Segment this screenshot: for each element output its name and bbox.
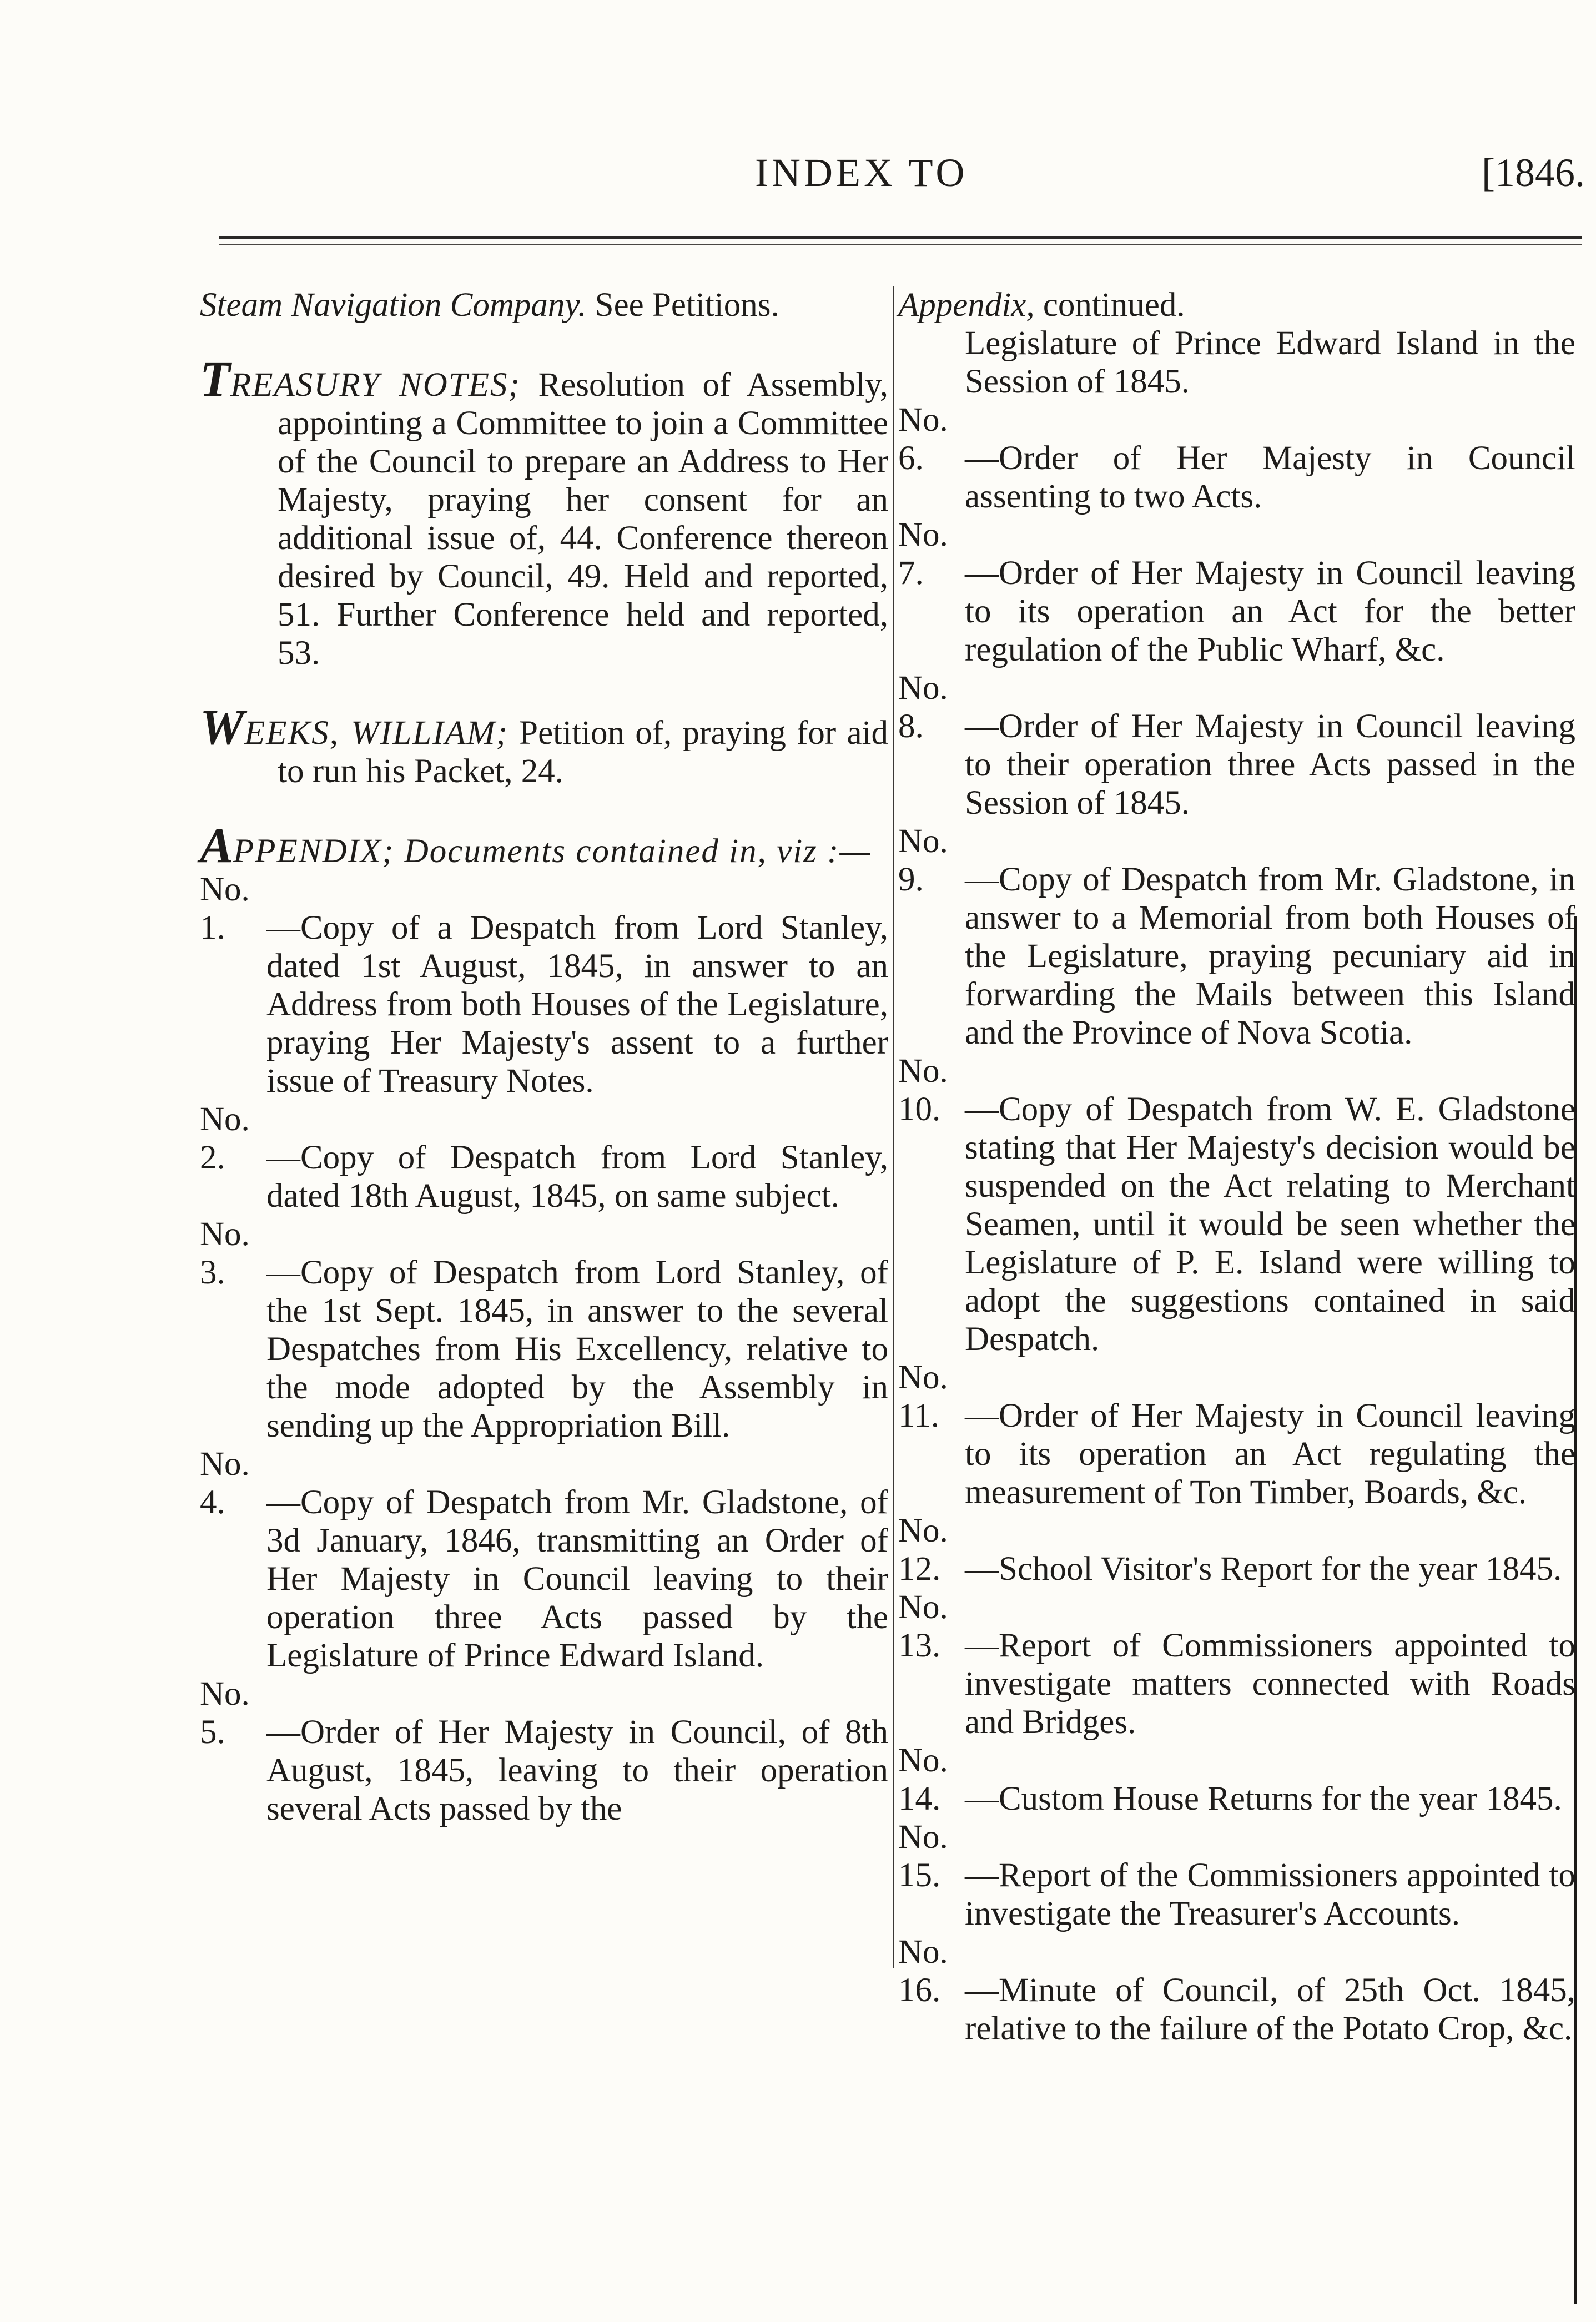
entry-text: See Petitions.	[586, 286, 779, 324]
item-number: No. 2.	[200, 1101, 250, 1176]
item-text: —Report of the Commissioners appointed to investigate the Treasurer's Accounts.	[965, 1857, 1575, 1932]
appendix-item	[898, 1588, 1575, 1741]
item-number: No. 14.	[898, 1742, 948, 1817]
appendix-item	[898, 1052, 1575, 1358]
item-text: —Minute of Council, of 25th Oct. 1845, relative to the failure of the Potato Crop, &c.	[965, 1972, 1575, 2047]
item-text: —Copy of Despatch from Lord Stanley, of the 1st Sept. 1845, in answer to the several Despatches from His Excellency, relative to the mode adopted by the Assembly in sending up the Appropriation Bill.	[266, 1254, 888, 1444]
continued-text: Legislature of Prince Edward Island in the Session of 1845.	[965, 325, 1575, 400]
drop-initial: A	[200, 818, 234, 873]
index-entry-treasury-notes	[200, 352, 888, 672]
appendix-item	[898, 1512, 1575, 1588]
item-text: —Order of Her Majesty in Council assenting to two Acts.	[965, 440, 1575, 515]
drop-initial: W	[200, 700, 245, 755]
running-title: INDEX TO	[755, 150, 968, 195]
index-entry-appendix	[200, 818, 888, 873]
appendix-item	[200, 1100, 888, 1215]
item-number: No. 4.	[200, 1445, 250, 1521]
header-rule-thin	[219, 244, 1582, 245]
item-number: No. 13.	[898, 1589, 948, 1664]
item-number: No. 1.	[200, 871, 250, 946]
continued-word: continued.	[1034, 286, 1185, 324]
item-number: No. 10.	[898, 1052, 948, 1128]
item-text: —Copy of Despatch from W. E. Gladstone stating that Her Majesty's decision would be suspended on the Act relating to Merchant Seamen, until it would be seen whether the Legislature of P. E. Island were willing to adopt the suggestions contained in said Despatch.	[965, 1091, 1575, 1358]
item-text: —Copy of a Despatch from Lord Stanley, dated 1st August, 1845, in answer to an Address from both Houses of the Legislature, praying Her Majesty's assent to a further issue of Treasury Notes.	[266, 909, 888, 1100]
appendix-item	[200, 1215, 888, 1445]
item-text: —Order of Her Majesty in Council leaving to its operation an Act regulating the measurement of Ton Timber, Boards, &c.	[965, 1397, 1575, 1511]
index-entry-weeks-william	[200, 700, 888, 790]
item-text: —Copy of Despatch from Lord Stanley, dated 18th August, 1845, on same subject.	[266, 1139, 888, 1215]
page-header	[0, 150, 1596, 211]
drop-initial: T	[200, 352, 230, 407]
entry-heading: EEKS, WILLIAM;	[244, 714, 508, 752]
item-text: —Order of Her Majesty in Council leaving to their operation three Acts passed in the Session of 1845.	[965, 708, 1575, 822]
item-number: No. 11.	[898, 1359, 948, 1434]
appendix-item	[898, 1933, 1575, 2048]
item-text: —Copy of Despatch from Mr. Gladstone, of 3d January, 1846, transmitting an Order of Her Majesty in Council leaving to their operation three Acts passed by the Legislature of Prince Edward Island.	[266, 1484, 888, 1674]
appendix-item	[200, 870, 888, 1100]
item-number: No. 6.	[898, 401, 948, 477]
item-text: —Report of Commissioners appointed to investigate matters connected with Roads and Bridges.	[965, 1627, 1575, 1741]
item-number: No. 7.	[898, 516, 948, 592]
appendix-item	[200, 1445, 888, 1675]
entry-text: Resolution of Assembly, appointing a Committee to join a Committee of the Council to prepare an Address to Her Majesty, praying her consent for an additional issue of, 44. Conference thereon desired by Council, 49. Held and reported, 51. Further Conference held and reported, 53.	[278, 366, 888, 672]
page-year: [1846.	[1482, 150, 1585, 195]
column-divider	[893, 286, 894, 1968]
item-text: —Order of Her Majesty in Council, of 8th August, 1845, leaving to their operation several Acts passed by the	[266, 1714, 888, 1827]
item-number: No. 12.	[898, 1512, 948, 1588]
item-text: —Custom House Returns for the year 1845.	[965, 1780, 1562, 1817]
item-number: No. 16.	[898, 1933, 948, 2009]
continued-heading: Appendix,	[898, 286, 1035, 324]
index-entry-steam-navigation	[200, 286, 888, 324]
right-column	[898, 286, 1575, 2048]
appendix-item	[898, 1741, 1575, 1818]
item-number: No. 9.	[898, 823, 948, 898]
entry-heading: REASURY NOTES;	[230, 366, 521, 404]
entry-text: Petition of, praying for aid to run his Packet, 24.	[278, 714, 888, 790]
item-number: No. 3.	[200, 1216, 250, 1291]
item-text: —Order of Her Majesty in Council leaving to its operation an Act for the better regulation of the Public Wharf, &c.	[965, 555, 1575, 668]
entry-heading: Steam Navigation Company.	[200, 286, 587, 324]
appendix-item	[898, 669, 1575, 822]
appendix-item	[898, 822, 1575, 1052]
appendix-item	[898, 1818, 1575, 1933]
item-text: —Copy of Despatch from Mr. Gladstone, in answer to a Memorial from both Houses of the Legislature, praying pecuniary aid in forwarding the Mails between this Island and the Province of Nova Scotia.	[965, 861, 1575, 1051]
appendix-item	[200, 1675, 888, 1828]
appendix-item	[898, 401, 1575, 516]
header-rule	[219, 236, 1582, 239]
item-number: No. 8.	[898, 669, 948, 745]
left-column	[200, 286, 888, 1828]
item-number: No. 15.	[898, 1819, 948, 1894]
appendix-item	[898, 516, 1575, 669]
appendix-continued	[898, 286, 1575, 324]
item-number: No. 5.	[200, 1675, 250, 1751]
item-text: —School Visitor's Report for the year 1845.	[965, 1550, 1562, 1588]
appendix-item	[898, 1358, 1575, 1512]
entry-heading: PPENDIX; Documents contained in, viz :—	[233, 833, 871, 870]
